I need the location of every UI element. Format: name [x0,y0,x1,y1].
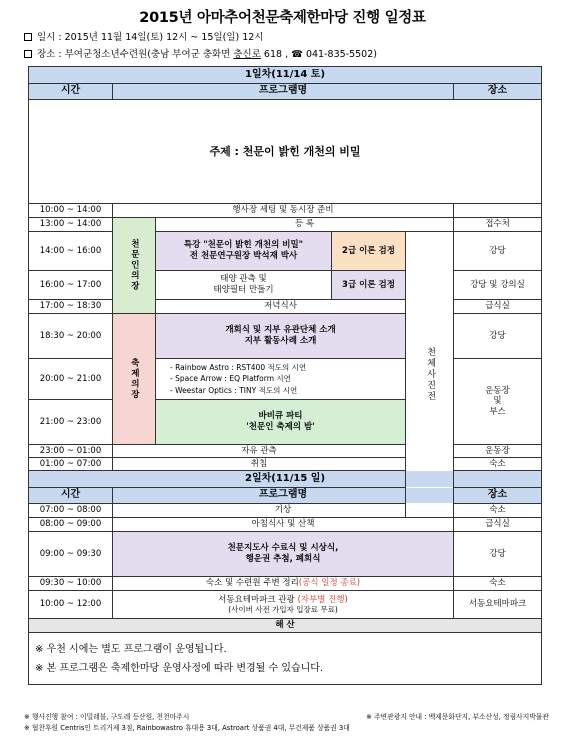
program-cell: 자유 관측 [113,445,406,458]
program-line: 개회식 및 지부 유관단체 소개 [225,325,336,336]
day2-col-program: 프로그램명 [113,488,454,504]
program-cell: 취침 [113,458,406,471]
time-cell: 17:00 ~ 18:30 [29,300,113,314]
place-cell: 강당 [454,532,542,577]
notes-cell [29,633,542,685]
footnote-text: ※ 행사진행 참여 : 이밀레블, 구도레 등산원, 천천마주시 [24,713,190,721]
program-line: 바비큐 파티 [258,411,303,422]
notes-row [29,633,542,685]
program-cell [156,400,406,445]
time-cell: 16:00 ~ 17:00 [29,271,113,300]
program-highlight: (자부별 진행) [297,594,348,605]
day1-header: 1일차(11/14 토) [29,67,542,84]
checkbox-bullet-icon [24,50,32,58]
place-cell: 급식실 [454,300,542,314]
table-row [29,271,542,300]
table-row [29,359,542,400]
date-info [24,29,264,43]
page-title: 2015년 아마추어천문축제한마당 진행 일정표 [139,10,426,26]
note-line: ※ 본 프로그램은 축제한마당 운영사정에 따라 변경될 수 있습니다. [35,662,324,674]
note-line: ※ 우천 시에는 별도 프로그램이 운영됩니다. [35,643,227,655]
time-cell: 13:00 ~ 14:00 [29,218,113,232]
place-line: 부스 [489,406,506,417]
table-row [29,532,542,577]
table-row [29,504,542,518]
program-cell [113,577,454,591]
place-info [24,46,377,60]
day2-col-place: 장소 [454,488,542,504]
program-line: 태양 관측 및 [220,274,267,285]
exam-cell: 2급 이론 검정 [332,232,406,271]
date-text: 일시 : 2015년 11월 14일(토) 12시 ~ 15일(일) 12시 [37,32,264,43]
day2-col-time: 시간 [29,488,113,504]
table-row [29,204,542,218]
program-line: 행운권 추첨, 폐회식 [245,554,321,564]
table-row [29,458,542,471]
theme-text: 주제 : 천문이 밝힌 개천의 비밀 [29,100,542,204]
place-contact-text: 618 , ☎ 041-835-5502) [260,49,377,60]
table-row [29,314,542,359]
table-row [29,232,542,271]
program-cell [156,314,406,359]
place-cell: 숙소 [454,577,542,591]
program-cell [113,591,454,619]
place-cell: 강당 및 강의실 [454,271,542,300]
place-cell: 강당 [454,314,542,359]
program-cell [156,232,332,271]
place-line: 및 [493,396,502,407]
place-cell: 강당 [454,232,542,271]
exam-cell: 3급 이론 검정 [332,271,406,300]
program-cell: 행사장 세팅 및 동시장 준비 [113,204,454,218]
table-row [29,591,542,619]
table-row [29,300,542,314]
program-subtext: (사이버 사전 가입자 입장료 무료) [228,605,338,615]
time-cell: 20:00 ~ 21:00 [29,359,113,400]
day2-header: 2일차(11/15 일) [29,471,542,488]
time-cell: 08:00 ~ 09:00 [29,518,113,532]
place-cell: 숙소 [454,504,542,518]
program-cell [156,271,332,300]
time-cell: 18:30 ~ 20:00 [29,314,113,359]
program-line: 지부 활동사례 소개 [244,336,317,346]
table-row [29,619,542,633]
day1-col-program: 프로그램명 [113,84,454,100]
time-cell: 10:00 ~ 12:00 [29,591,113,619]
place-cell: 운동장 [454,445,542,458]
program-line: - Rainbow Astro : RST400 적도의 시연 [170,362,307,372]
place-text: 장소 : 부여군청소년수련원(충남 부여군 충화면 [37,49,234,60]
place-cell: 숙소 [454,458,542,471]
footnotes [24,712,549,733]
dismissal-cell: 해 산 [29,619,542,633]
program-line: 태양필터 만들기 [213,285,274,295]
table-row [29,518,542,532]
table-row [29,218,542,232]
program-cell [113,532,454,577]
footnote-text: ※ 주변관광지 안내 : 백제문화단지, 부소산성, 정림사지박물관 [366,713,549,721]
time-cell: 21:00 ~ 23:00 [29,400,113,445]
day2-column-header-row [29,488,542,504]
program-line: 특강 "천문이 밝힌 개천의 비밀" [183,240,304,251]
place-cell: 서동요테마파크 [454,591,542,619]
time-cell: 01:00 ~ 07:00 [29,458,113,471]
program-text: 서동요테마파크 관광 [218,594,298,605]
program-cell: 아침식사 및 산책 [113,518,454,532]
day2-header-row [29,471,542,488]
day1-header-row [29,67,542,84]
time-cell: 09:00 ~ 09:30 [29,532,113,577]
checkbox-bullet-icon [24,33,32,41]
time-cell: 07:00 ~ 08:00 [29,504,113,518]
program-text: 숙소 및 수련원 주변 정리 [205,578,299,589]
program-cell: 등 록 [156,218,454,232]
day1-col-time: 시간 [29,84,113,100]
program-line: 전 천문연구원장 박석재 박사 [189,251,298,261]
program-line: '천문인 축제의 밤' [246,422,315,432]
time-cell: 14:00 ~ 16:00 [29,232,113,271]
day1-col-place: 장소 [454,84,542,100]
place-line: 운동장 [485,385,510,396]
program-line: 천문지도사 수료식 및 시상식, [227,543,339,554]
place-cell: 급식실 [454,518,542,532]
astro-stage-label: 천문인의장 [113,218,156,314]
schedule-table [28,66,542,685]
program-cell [156,359,406,400]
time-cell: 23:00 ~ 01:00 [29,445,113,458]
program-line: - Space Arrow : EQ Platform 시연 [170,374,291,384]
footnote-text: ※ 협찬후원 Centris인 트리거제 3점, Rainbowastro 휴대용 3대, Astroart 상품권 4대, 무건제품 상품권 3대 [24,723,350,732]
program-cell: 저녁식사 [156,300,406,314]
table-row [29,577,542,591]
table-row [29,445,542,458]
time-cell: 09:30 ~ 10:00 [29,577,113,591]
theme-row [29,100,542,204]
place-road-text: 충신로 [233,49,261,60]
program-highlight: (공식 일정 종료) [298,578,361,589]
place-cell [454,204,542,218]
place-cell: 접수처 [454,218,542,232]
day1-column-header-row [29,84,542,100]
photo-exhibit-label: 천체사진전 [406,232,454,518]
program-line: - Weestar Optics : TINY 적도의 시연 [170,385,298,395]
festival-stage-label: 축제의장 [113,314,156,445]
place-cell [454,359,542,445]
program-cell: 기상 [113,504,454,518]
time-cell: 10:00 ~ 14:00 [29,204,113,218]
